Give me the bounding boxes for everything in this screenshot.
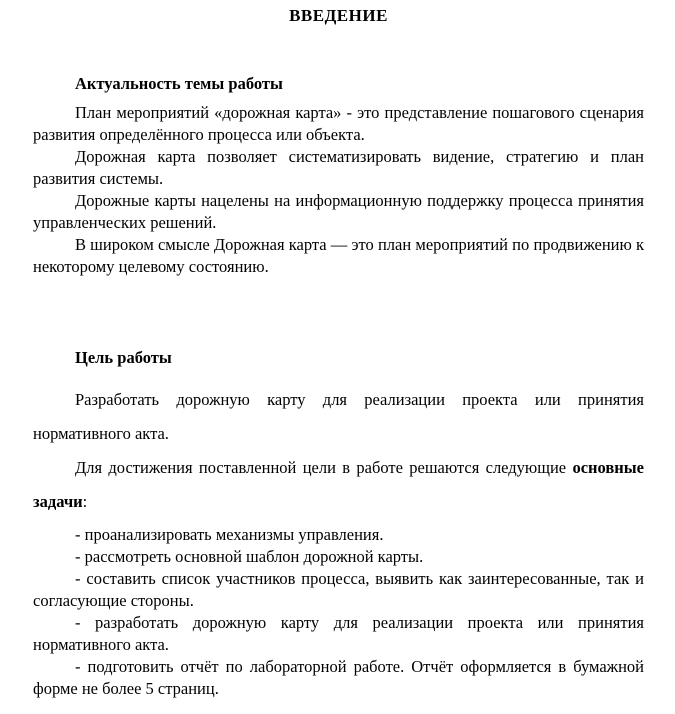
paragraph-roadmap-definition: План мероприятий «дорожная карта» - это представление пошагового сценария развития определённого процесса или объекта. <box>33 103 644 144</box>
paragraph-goal-statement: Разработать дорожную карту для реализации проекта или принятия нормативного акта. <box>33 390 644 443</box>
section-heading-goal: Цель работы <box>75 348 172 367</box>
paragraph-roadmap-support: Дорожные карты нацелены на информационную поддержку процесса принятия управленческих решений. <box>33 191 644 232</box>
paragraph-roadmap-systematize: Дорожная карта позволяет систематизировать видение, стратегию и план развития системы. <box>33 147 644 188</box>
task-item-participants: - составить список участников процесса, выявить как заинтересованные, так и согласующие стороны. <box>33 569 644 610</box>
paragraph-roadmap-broad-sense: В широком смысле Дорожная карта — это план мероприятий по продвижению к некоторому целевому состоянию. <box>33 235 644 276</box>
task-list <box>33 524 644 700</box>
task-item-report: - подготовить отчёт по лабораторной работе. Отчёт оформляется в бумажной форме не более 5 страниц. <box>33 657 644 698</box>
section-heading-relevance: Актуальность темы работы <box>75 74 283 93</box>
tasks-intro-colon: : <box>82 492 88 511</box>
task-item-template: - рассмотреть основной шаблон дорожной карты. <box>75 547 424 566</box>
tasks-intro-text: Для достижения поставленной цели в работе решаются следующие <box>75 458 573 477</box>
task-item-develop-roadmap: - разработать дорожную карту для реализации проекта или принятия нормативного акта. <box>33 613 644 654</box>
paragraph-goal-tasks-intro <box>33 451 644 519</box>
task-item-analyze: - проанализировать механизмы управления. <box>75 525 384 544</box>
tasks-intro-bold: основные задачи <box>33 458 644 511</box>
page-title: ВВЕДЕНИЕ <box>289 6 388 25</box>
